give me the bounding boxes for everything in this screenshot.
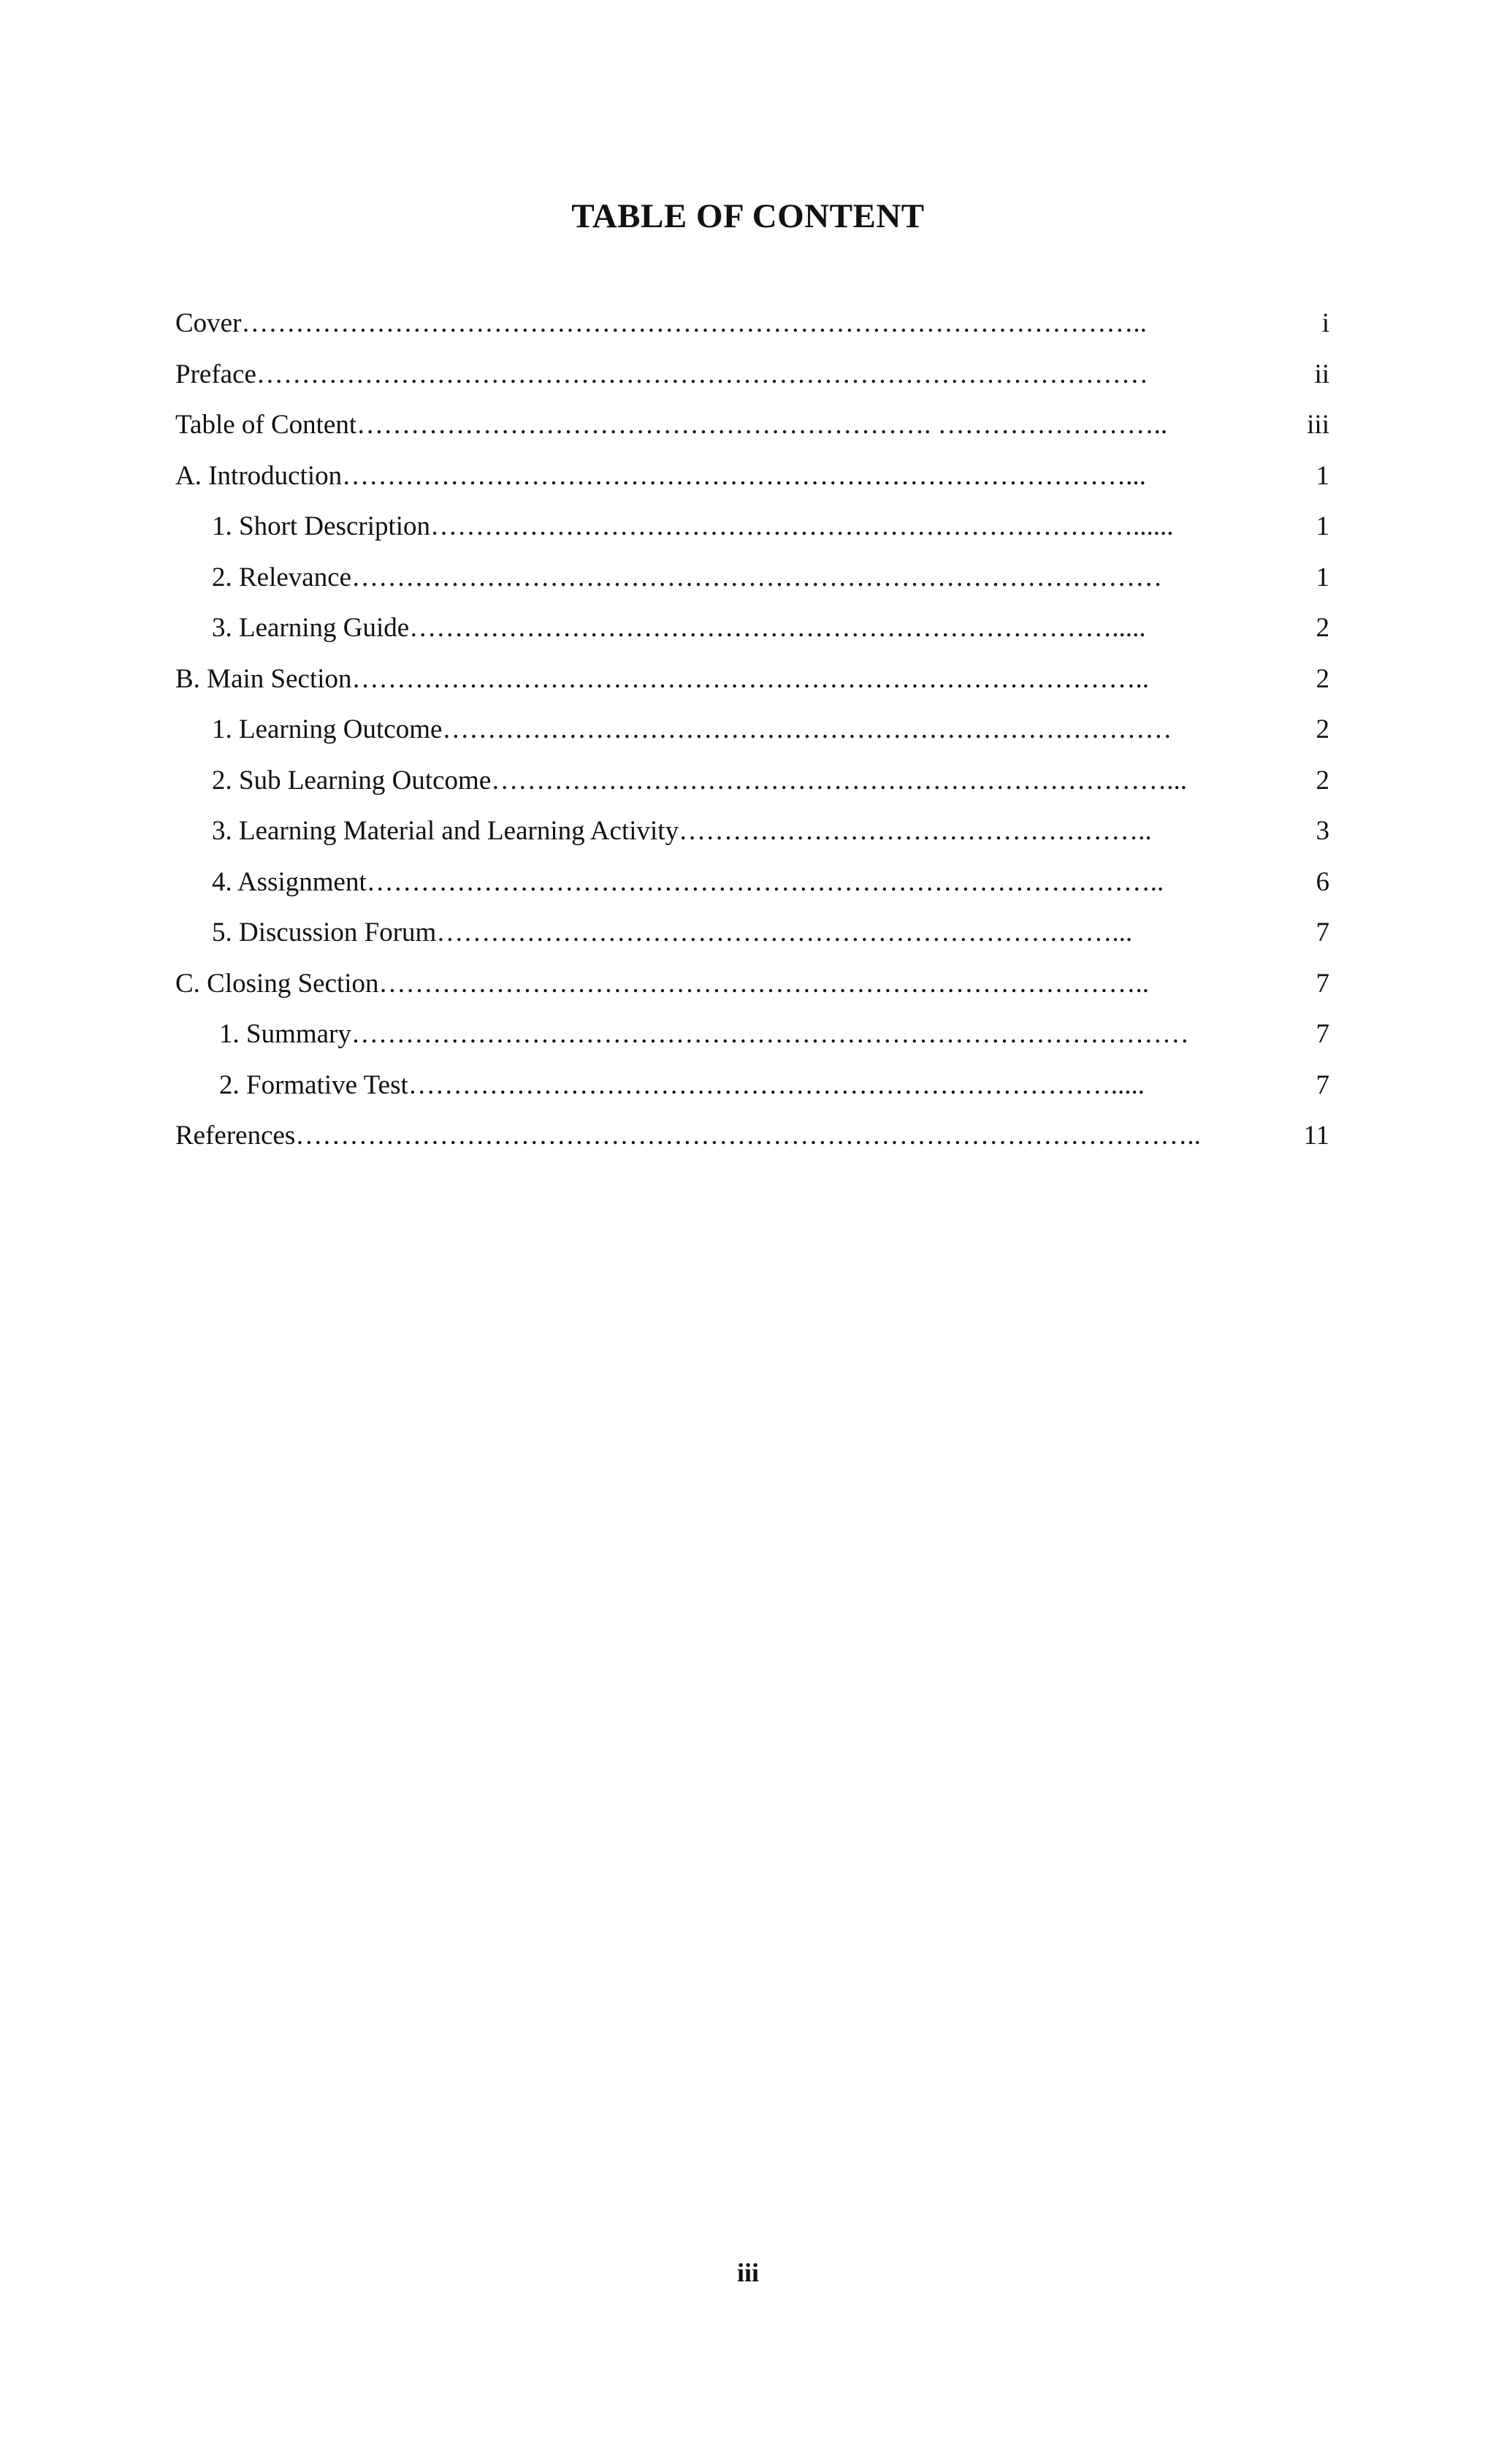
page-number: iii (736, 2258, 759, 2287)
toc-entry-page: 7 (1316, 1069, 1329, 1100)
toc-entry (175, 907, 1329, 958)
toc-entry-label: C. Closing Section………………………………………………………………………….. (175, 968, 1150, 999)
toc-entry (175, 552, 1329, 603)
toc-entry (175, 349, 1329, 400)
toc-entry-page: 2 (1316, 714, 1329, 744)
toc-entry (175, 501, 1329, 552)
toc-entry (175, 298, 1329, 349)
toc-entry-label: Cover……………………………………………………………………………………….. (175, 308, 1147, 338)
toc-entry (175, 755, 1329, 806)
toc-entry (175, 704, 1329, 755)
toc-entry (175, 1009, 1329, 1060)
toc-entry-label: 2. Sub Learning Outcome…………………………………………………………………... (212, 765, 1187, 796)
toc-entry (175, 654, 1329, 705)
toc-entry-label: 4. Assignment…………………………………………………………………………….. (212, 866, 1164, 897)
toc-entry-page: 1 (1316, 562, 1329, 592)
toc-entry (175, 806, 1329, 857)
toc-entry-label: 1. Learning Outcome……………………………………………………………………… (212, 714, 1172, 744)
toc-entry-label: Table of Content………………………………………………………. …………………….. (175, 410, 1168, 440)
toc-entry-label: 2. Formative Test……………………………………………………………………..... (219, 1069, 1145, 1100)
toc-entry-page: 11 (1303, 1121, 1329, 1151)
toc-entry-label: References……………………………………………………………………………………….. (175, 1121, 1201, 1151)
toc-entry-label: A. Introduction……………………………………………………………………………... (175, 460, 1146, 491)
toc-entry (175, 1060, 1329, 1111)
toc-entry-page: 6 (1316, 866, 1329, 897)
toc-entry-page: 2 (1316, 613, 1329, 643)
page-title: TABLE OF CONTENT (571, 197, 925, 236)
toc-entry-page: 1 (1316, 511, 1329, 541)
toc-entry (175, 1110, 1329, 1162)
toc-entry-label: 3. Learning Material and Learning Activity…………………………………………….. (212, 816, 1152, 846)
toc-entry-label: 5. Discussion Forum…………………………………………………………………... (212, 918, 1133, 947)
toc-entry-page: 7 (1316, 1019, 1329, 1049)
toc-entry-label: Preface……………………………………………………………………………………… (175, 359, 1148, 389)
toc-entry-page: 7 (1316, 918, 1329, 947)
toc-entry-label: 1. Short Description……………………………………………………………………...... (212, 511, 1174, 541)
toc-entry (175, 451, 1329, 502)
table-of-contents (175, 298, 1329, 1162)
toc-entry-page: ii (1314, 359, 1329, 389)
toc-entry-page: iii (1307, 410, 1329, 440)
toc-entry-page: 7 (1316, 968, 1329, 999)
toc-entry-label: B. Main Section…………………………………………………………………………….. (175, 663, 1150, 694)
toc-entry-page: 1 (1316, 460, 1329, 491)
toc-entry-page: 3 (1316, 816, 1329, 846)
toc-entry-label: 2. Relevance……………………………………………………………………………… (212, 562, 1163, 592)
toc-entry (175, 958, 1329, 1010)
toc-entry (175, 603, 1329, 654)
toc-entry-label: 3. Learning Guide……………………………………………………………………..... (212, 613, 1146, 643)
toc-entry-label: 1. Summary………………………………………………………………………………… (219, 1019, 1189, 1049)
toc-entry (175, 400, 1329, 451)
toc-entry-page: 2 (1316, 765, 1329, 796)
toc-entry-page: i (1321, 308, 1329, 338)
toc-entry-page: 2 (1316, 663, 1329, 694)
toc-entry (175, 857, 1329, 908)
